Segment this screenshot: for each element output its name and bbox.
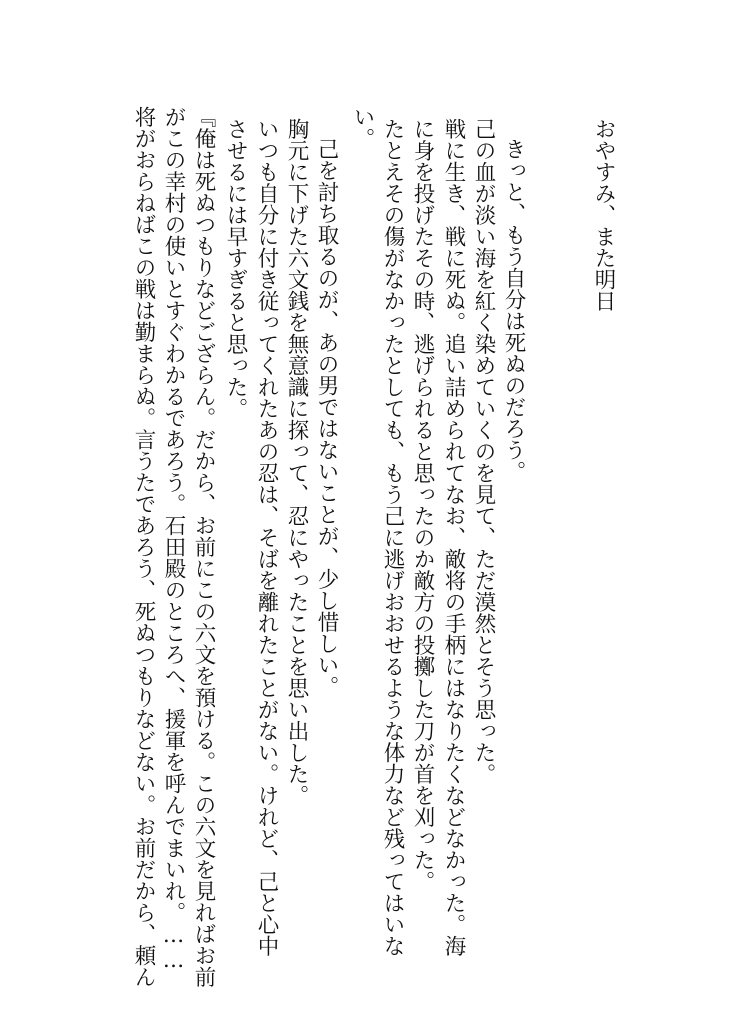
text-line: させるには早すぎると思った。 [223,118,248,419]
story-title: おやすみ、また明日 [591,118,616,312]
text-line: い。 [350,106,375,149]
text-line: 将がおらねばこの戦は勤まらぬ。言うたであろう、死ぬつもりなどない。お前だから、頼ん [131,106,156,988]
text-line: 戦に生き、戦に死ぬ。追い詰められてなお、敵将の手柄にはなりたくなどなかった。海 [441,118,466,957]
text-line: いつも自分に付き従ってくれたあの忍は、そばを離れたことがない。けれど、己と心中 [254,118,279,957]
text-line: 己の血が淡い海を紅く染めていくのを見て、ただ漠然とそう思った。 [471,118,496,785]
text-line: きっと、もう自分は死ぬのだろう。 [501,138,526,482]
text-line: 『俺は死ぬつもりなどござらん。だから、お前にこの六文を預ける。この六文を見ればお前 [191,106,216,988]
text-line: がこの幸村の使いとすぐわかるであろう。石田殿のところへ、援軍を呼んでまいれ。…… [161,106,186,973]
text-line: に身を投げたその時、逃げられると思ったのか敵方の投擲した刀が首を刈った。 [410,118,435,892]
text-line: 己を討ち取るのが、あの男ではないことが、少し惜しい。 [314,138,339,697]
text-line: 胸元に下げた六文銭を無意識に探って、忍にやったことを思い出した。 [284,118,309,806]
text-line: たとえその傷がなかったとしても、もう己に逃げおおせるような体力など残ってはいな [380,118,405,957]
